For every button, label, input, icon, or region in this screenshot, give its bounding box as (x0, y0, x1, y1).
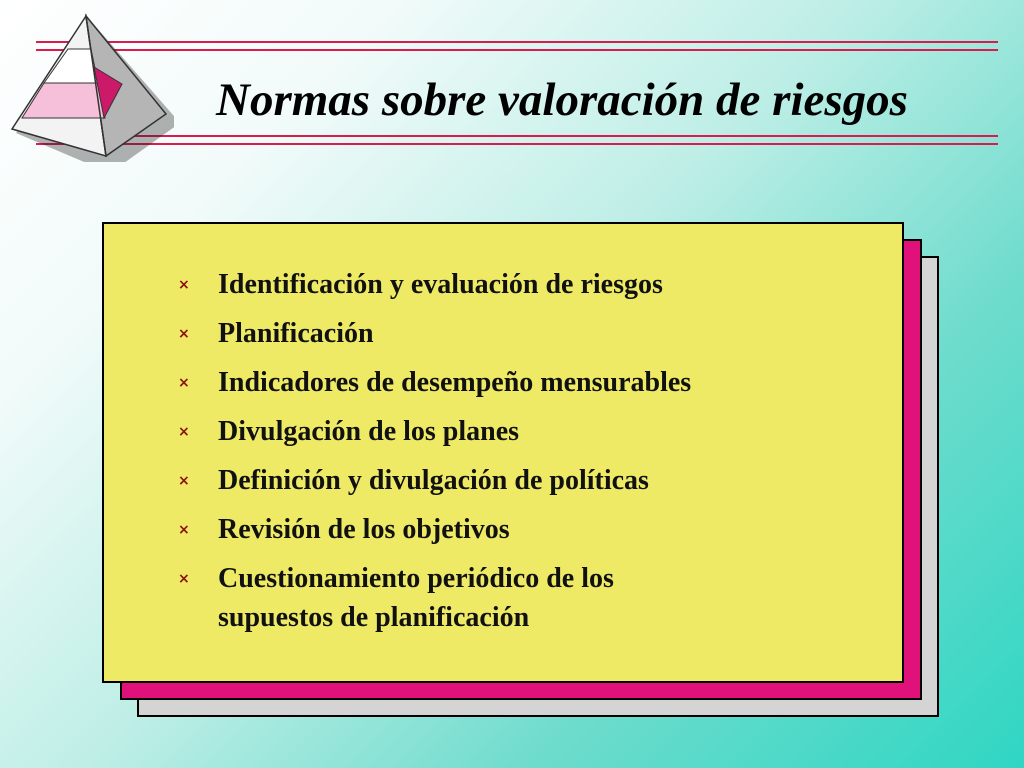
bullet-text: Divulgación de los planes (218, 416, 520, 447)
header-rule-bottom-2 (36, 143, 998, 145)
header-rule-top-1 (36, 41, 998, 43)
bullet-text: Revisión de los objetivos (218, 514, 510, 545)
bullet-text: Cuestionamiento periódico de los supuestos de planificación (218, 563, 614, 633)
list-item (178, 510, 878, 550)
bullet-x-icon: × (178, 326, 190, 342)
slide-title: Normas sobre valoración de riesgos (216, 74, 908, 126)
bullet-x-icon: × (178, 375, 190, 391)
bullet-list (178, 265, 878, 646)
bullet-text: Identificación y evaluación de riesgos (218, 269, 663, 300)
list-item (178, 412, 878, 452)
list-item (178, 363, 878, 403)
bullet-x-icon: × (178, 571, 190, 587)
pyramid-icon (4, 12, 174, 162)
bullet-text: Definición y divulgación de políticas (218, 465, 649, 496)
bullet-x-icon: × (178, 522, 190, 538)
header-rule-top-2 (36, 49, 998, 51)
bullet-x-icon: × (178, 424, 190, 440)
bullet-text: Indicadores de desempeño mensurables (218, 367, 692, 398)
list-item (178, 314, 878, 354)
bullet-text: Planificación (218, 318, 374, 349)
list-item (178, 559, 878, 637)
list-item (178, 265, 878, 305)
header-rule-bottom-1 (36, 135, 998, 137)
bullet-x-icon: × (178, 473, 190, 489)
list-item (178, 461, 878, 501)
bullet-x-icon: × (178, 277, 190, 293)
